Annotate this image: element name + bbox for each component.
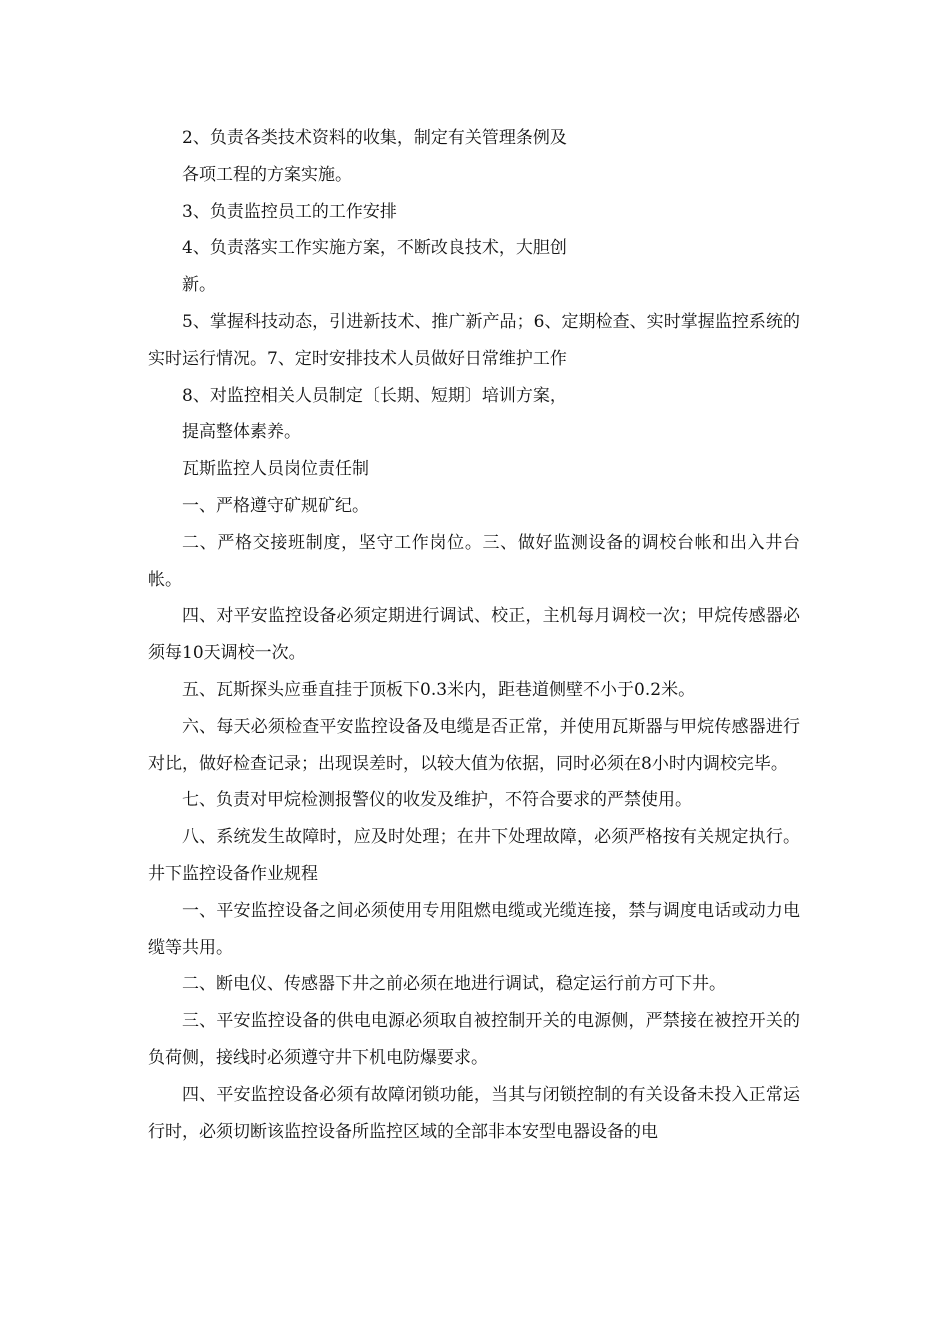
paragraph-19: 三、平安监控设备的供电电源必须取自被控制开关的电源侧，严禁接在被控开关的负荷侧，接线时必须遵守井下机电防爆要求。 bbox=[148, 1011, 800, 1068]
section-heading: 瓦斯监控人员岗位责任制 bbox=[182, 459, 369, 480]
paragraph-14: 六、每天必须检查平安监控设备及电缆是否正常，并使用瓦斯器与甲烷传感器进行对比，做好检查记录；出现误差时，以较大值为依据，同时必须在8小时内调校完毕。 bbox=[148, 716, 800, 774]
paragraph-2: 各项工程的方案实施。 bbox=[182, 164, 352, 185]
paragraph-11: 二、严格交接班制度，坚守工作岗位。三、做好监测设备的调校台帐和出入井台帐。 bbox=[148, 532, 800, 590]
paragraph-10: 一、严格遵守矿规矿纪。 bbox=[182, 495, 369, 516]
paragraph-1: 2、负责各类技术资料的收集，制定有关管理条例及 bbox=[182, 128, 567, 148]
paragraph-15: 七、负责对甲烷检测报警仪的收发及维护，不符合要求的严禁使用。 bbox=[182, 790, 692, 811]
paragraph-16: 八、系统发生故障时，应及时处理；在井下处理故障，必须严格按有关规定执行。井下监控设备作业规程 bbox=[148, 827, 800, 884]
paragraph-17: 一、平安监控设备之间必须使用专用阻燃电缆或光缆连接，禁与调度电话或动力电缆等共用。 bbox=[148, 900, 800, 958]
paragraph-5: 新。 bbox=[182, 275, 216, 296]
paragraph-13: 五、瓦斯探头应垂直挂于顶板下0.3米内，距巷道侧壁不小于0.2米。 bbox=[182, 679, 696, 700]
paragraph-3: 3、负责监控员工的工作安排 bbox=[182, 201, 397, 222]
paragraph-8: 提高整体素养。 bbox=[182, 422, 301, 443]
paragraph-6: 5、掌握科技动态，引进新技术、推广新产品；6、定期检查、实时掌握监控系统的实时运行情况。7、定时安排技术人员做好日常维护工作 bbox=[148, 311, 800, 369]
paragraph-20: 四、平安监控设备必须有故障闭锁功能，当其与闭锁控制的有关设备未投入正常运行时，必须切断该监控设备所监控区域的全部非本安型电器设备的电 bbox=[148, 1084, 800, 1142]
paragraph-4: 4、负责落实工作实施方案，不断改良技术，大胆创 bbox=[182, 238, 567, 259]
paragraph-12: 四、对平安监控设备必须定期进行调试、校正，主机每月调校一次；甲烷传感器必须每10天调校一次。 bbox=[148, 606, 800, 664]
document-page bbox=[148, 120, 800, 1150]
paragraph-7: 8、对监控相关人员制定〔长期、短期〕培训方案， bbox=[182, 385, 567, 406]
paragraph-18: 二、断电仪、传感器下井之前必须在地进行调试，稳定运行前方可下井。 bbox=[182, 974, 726, 995]
